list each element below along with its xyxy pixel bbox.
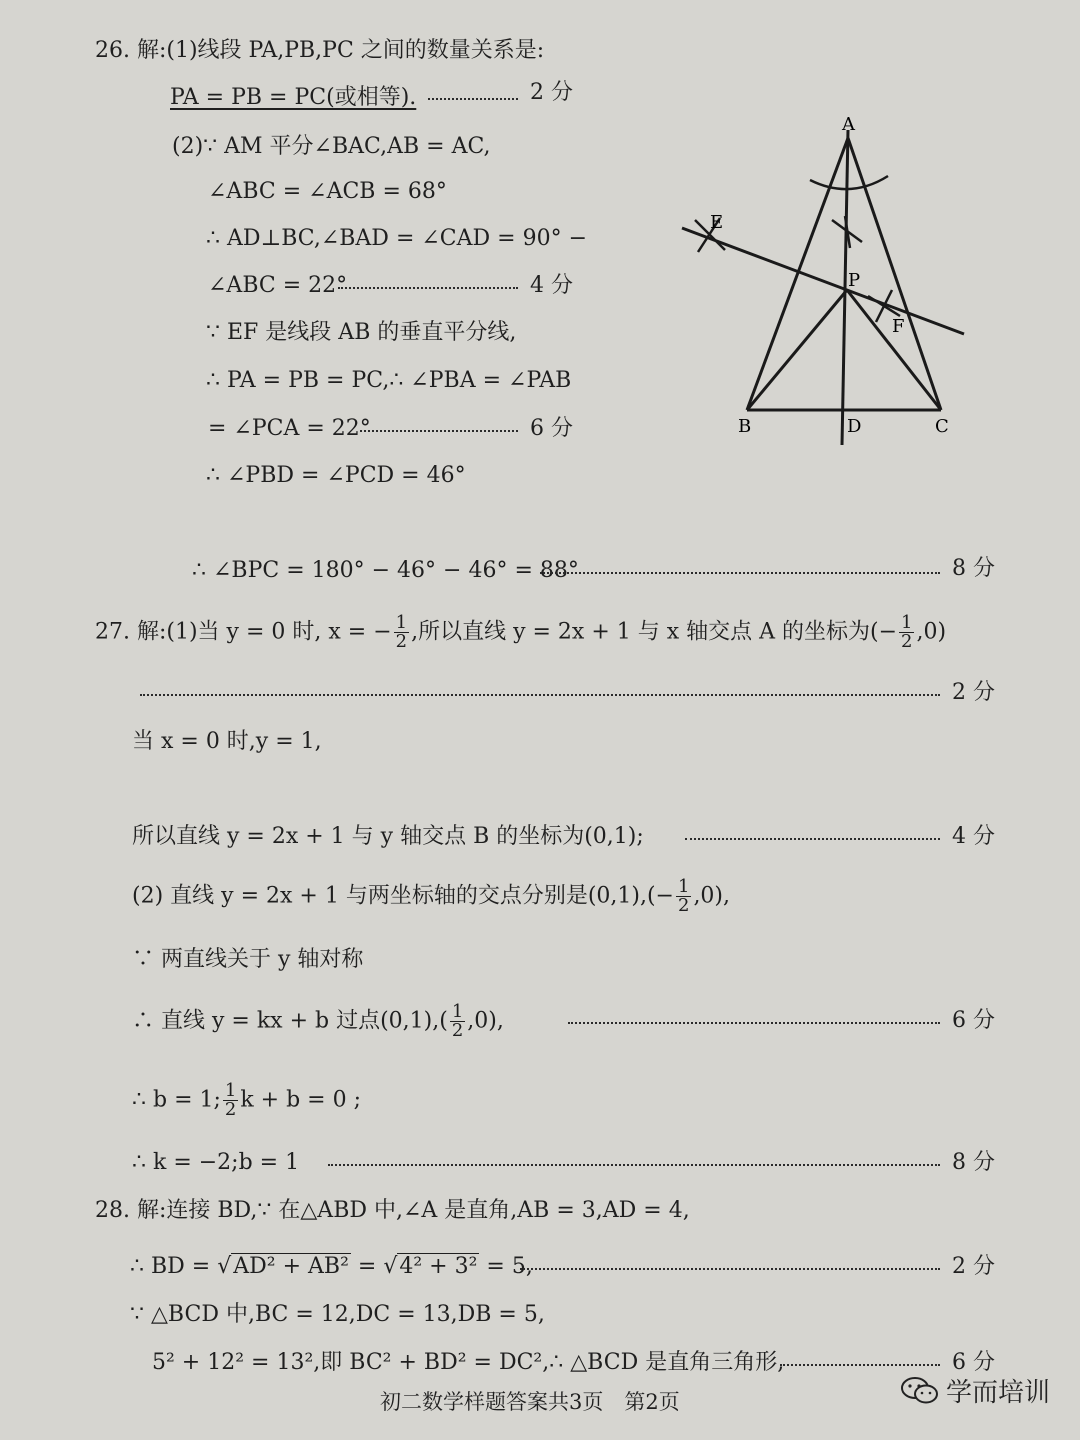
q28-line-4: 5² + 12² = 13²,即 BC² + BD² = DC²,∴ △BCD 是直角三角形, (152, 1350, 785, 1375)
q28-line-2: ∴ BD = √AD² + AB² = √4² + 3² = 5, (130, 1254, 533, 1279)
q27-line-3: 当 x = 0 时,y = 1, (132, 729, 322, 754)
fraction: $\frac{1}{2}$ (451, 1001, 464, 1041)
page-footer: 初二数学样题答案共3页 第2页 (380, 1390, 680, 1414)
q27-score-2: 2 分 (952, 680, 995, 705)
q28-line-1: 28. 解:连接 BD,∵ 在△ABD 中,∠A 是直角,AB = 3,AD = 4, (95, 1198, 690, 1223)
label-a: A (842, 114, 855, 135)
q28-text: = (357, 1254, 377, 1279)
q28-score-2: 2 分 (952, 1254, 995, 1279)
q28-text: ∴ BD = (130, 1254, 211, 1279)
q26-line-7: ∵ EF 是线段 AB 的垂直平分线, (206, 320, 517, 345)
fraction: $\frac{1}{2}$ (901, 612, 913, 652)
q26-line-1: 26. 解:(1)线段 PA,PB,PC 之间的数量关系是: (95, 38, 545, 63)
q26-score-8: 8 分 (952, 556, 995, 581)
sqrt-expression: AD² + AB² (233, 1254, 349, 1279)
q26-line-10: ∴ ∠PBD = ∠PCD = 46° (206, 463, 466, 488)
q27-text: ,0), (693, 883, 731, 909)
q26-score-4: 4 分 (530, 273, 573, 298)
leader-dots (360, 430, 518, 432)
q27-text: ∴ b = 1; (132, 1087, 221, 1113)
q27-score-4: 4 分 (952, 824, 995, 849)
q27-line-7 (132, 1003, 504, 1040)
q26-line-8: ∴ PA = PB = PC,∴ ∠PBA = ∠PAB (206, 368, 572, 393)
leader-dots (540, 572, 940, 574)
q27-line-4: 所以直线 y = 2x + 1 与 y 轴交点 B 的坐标为(0,1); (132, 824, 644, 849)
q27-text: ,0) (916, 619, 947, 645)
leader-dots (338, 287, 518, 289)
q26-line-5: ∴ AD⊥BC,∠BAD = ∠CAD = 90° − (206, 226, 588, 251)
leader-dots (428, 98, 518, 100)
label-e: E (710, 212, 724, 233)
q28-line-3: ∵ △BCD 中,BC = 12,DC = 13,DB = 5, (130, 1302, 545, 1327)
q26-score-2: 2 分 (530, 80, 573, 105)
label-c: C (935, 416, 949, 437)
triangle-construction-diagram (670, 100, 980, 460)
q27-text: 27. 解:(1)当 y = 0 时, x = − (95, 619, 392, 645)
q27-score-8: 8 分 (952, 1150, 995, 1175)
q26-line-4: ∠ABC = ∠ACB = 68° (208, 179, 447, 204)
label-f: F (892, 316, 905, 337)
q26-line-9: = ∠PCA = 22° (208, 416, 371, 441)
leader-dots (780, 1364, 940, 1366)
q27-text: ∴ 直线 y = kx + b 过点(0,1),( (132, 1008, 448, 1034)
label-b: B (738, 416, 752, 437)
leader-dots (520, 1268, 940, 1270)
leader-dots (685, 838, 940, 840)
q27-text: ,0), (467, 1008, 504, 1034)
fraction: $\frac{1}{2}$ (677, 876, 690, 916)
q27-text: ,所以直线 y = 2x + 1 与 x 轴交点 A 的坐标为(− (411, 619, 898, 645)
fraction: $\frac{1}{2}$ (395, 612, 408, 652)
leader-dots (328, 1164, 940, 1166)
watermark (900, 1372, 1050, 1409)
q27-line-6: ∵ 两直线关于 y 轴对称 (132, 947, 364, 972)
q27-line-8 (132, 1082, 361, 1119)
watermark-text: 学而培训 (946, 1378, 1051, 1408)
q27-text: k + b = 0 ; (240, 1087, 362, 1113)
q27-text: (2) 直线 y = 2x + 1 与两坐标轴的交点分别是(0,1),(− (132, 883, 674, 909)
q26-line-2: PA = PB = PC(或相等). (170, 85, 417, 110)
q27-line-1 (95, 614, 946, 651)
q28-score-6: 6 分 (952, 1350, 995, 1375)
q27-score-6: 6 分 (952, 1008, 995, 1033)
q26-score-6: 6 分 (530, 416, 573, 441)
label-d: D (847, 416, 862, 437)
sqrt-expression: 4² + 3² (399, 1254, 478, 1279)
fraction: $\frac{1}{2}$ (224, 1080, 237, 1120)
q27-line-5 (132, 878, 730, 915)
leader-dots (568, 1022, 940, 1024)
q28-text: = 5, (486, 1254, 533, 1279)
label-p: P (848, 270, 861, 291)
q26-line-11: ∴ ∠BPC = 180° − 46° − 46° = 88° (192, 558, 579, 583)
q26-line-3: (2)∵ AM 平分∠BAC,AB = AC, (172, 134, 491, 159)
leader-dots (140, 694, 940, 696)
q27-line-9: ∴ k = −2;b = 1 (132, 1150, 300, 1175)
q26-line-6: ∠ABC = 22° (208, 273, 348, 298)
wechat-icon (900, 1375, 940, 1407)
